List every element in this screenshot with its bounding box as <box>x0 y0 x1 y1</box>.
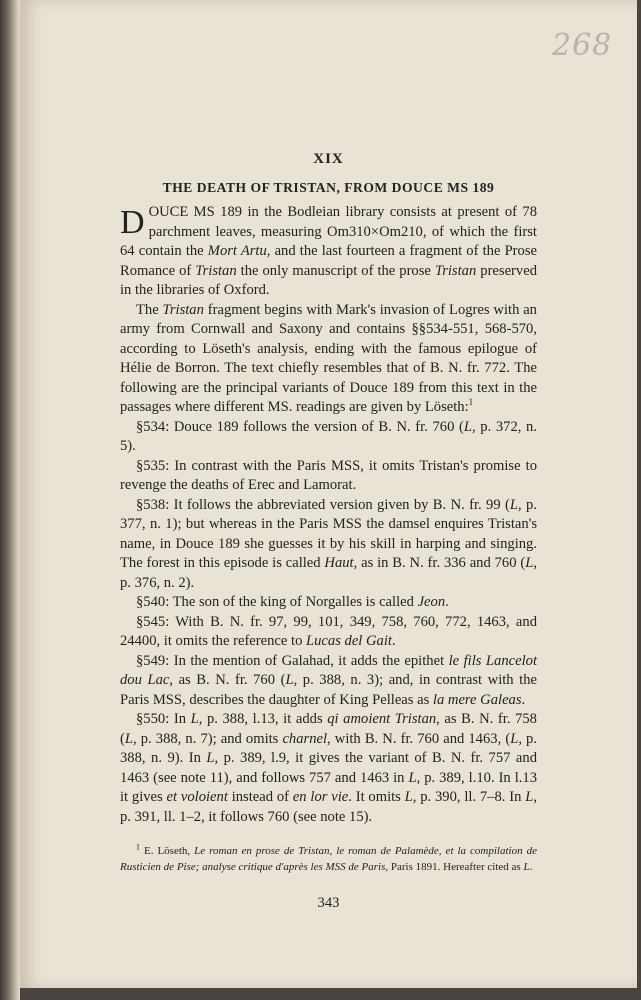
intro-paragraph: DOUCE MS 189 in the Bodleian library consists at present of 78 parchment leaves, measuring Om310×Om210, of which the first 64 contain the Mort Artu, and the last fourteen a fragment of the Prose Romance of Tristan the only manuscript of the prose Tristan preserved in the libraries of Oxford. <box>120 204 537 298</box>
chapter-title: THE DEATH OF TRISTAN, FROM DOUCE MS 189 <box>162 179 495 195</box>
footnote: $^1$ E. Löseth, Le roman en prose de Tristan, le roman de Palamède, et la compilation de Rusticien de Pise; analyse critique d'après les MSS de Paris, Paris 1891. Hereafter cited as L. <box>120 842 537 873</box>
footnote-ref: 1 <box>468 397 474 408</box>
section-550: §550: In L, p. 388, l.13, it adds qi amoient Tristan, as B. N. fr. 758 (L, p. 388, n. 7); and omits charnel, with B. N. fr. 760 and 1463, (L, p. 388, n. 9). In L, p. 389, l.9, it gives the variant of B. N. fr. 757 and 1463 (see note 11), and follows 757 and 1463 in L, p. 389, l.10. In l.13 it gives et voloient instead of en lor vie. It omits L, p. 390, ll. 7–8. In L, p. 391, ll. 1–2, it follows 760 (see note 15). <box>120 711 537 825</box>
section-540: §540: The son of the king of Norgalles is called Jeon. <box>136 594 449 610</box>
drop-cap: D <box>120 204 145 241</box>
section-534: §534: Douce 189 follows the version of B. N. fr. 760 (L, p. 372, n. 5). <box>120 418 537 454</box>
footnote-spacer <box>120 827 537 837</box>
chapter-number: XIX <box>313 151 344 167</box>
book-page <box>20 0 637 988</box>
book-spine-edge <box>0 0 20 1000</box>
section-549: §549: In the mention of Galahad, it adds the epithet le fils Lancelot dou Lac, as B. N. fr. 760 (L, p. 388, n. 3); and, in contrast with the Paris MSS, describes the daughter of King Pelleas as la mere Galeas. <box>120 652 537 708</box>
section-545: §545: With B. N. fr. 97, 99, 101, 349, 758, 760, 772, 1463, and 24400, it omits the reference to Lucas del Gait. <box>120 613 537 649</box>
page-number: 343 <box>317 895 340 911</box>
handwritten-page-number: 268 <box>552 28 613 63</box>
fragment-paragraph: The Tristan fragment begins with Mark's invasion of Logres with an army from Cornwall and Saxony and contains §§534-551, 568-570, according to Löseth's analysis, ending with the famous epilogue of Hélie de Borron. The text chiefly resembles that of B. N. fr. 772. The following are the principal variants of Douce 189 from this text in the passages where different MS. readings are given by Löseth:$^1$ <box>120 301 537 415</box>
section-538: §538: It follows the abbreviated version given by B. N. fr. 99 (L, p. 377, n. 1); but whereas in the Paris MSS the damsel enquires Tristan's name, in Douce 189 she guesses it by his skill in harping and singing. The forest in this episode is called Haut, as in B. N. fr. 336 and 760 (L, p. 376, n. 2). <box>120 496 537 591</box>
section-535: §535: In contrast with the Paris MSS, it omits Tristan's promise to revenge the deaths of Erec and Lamorat. <box>120 457 537 493</box>
page-content <box>120 150 537 914</box>
